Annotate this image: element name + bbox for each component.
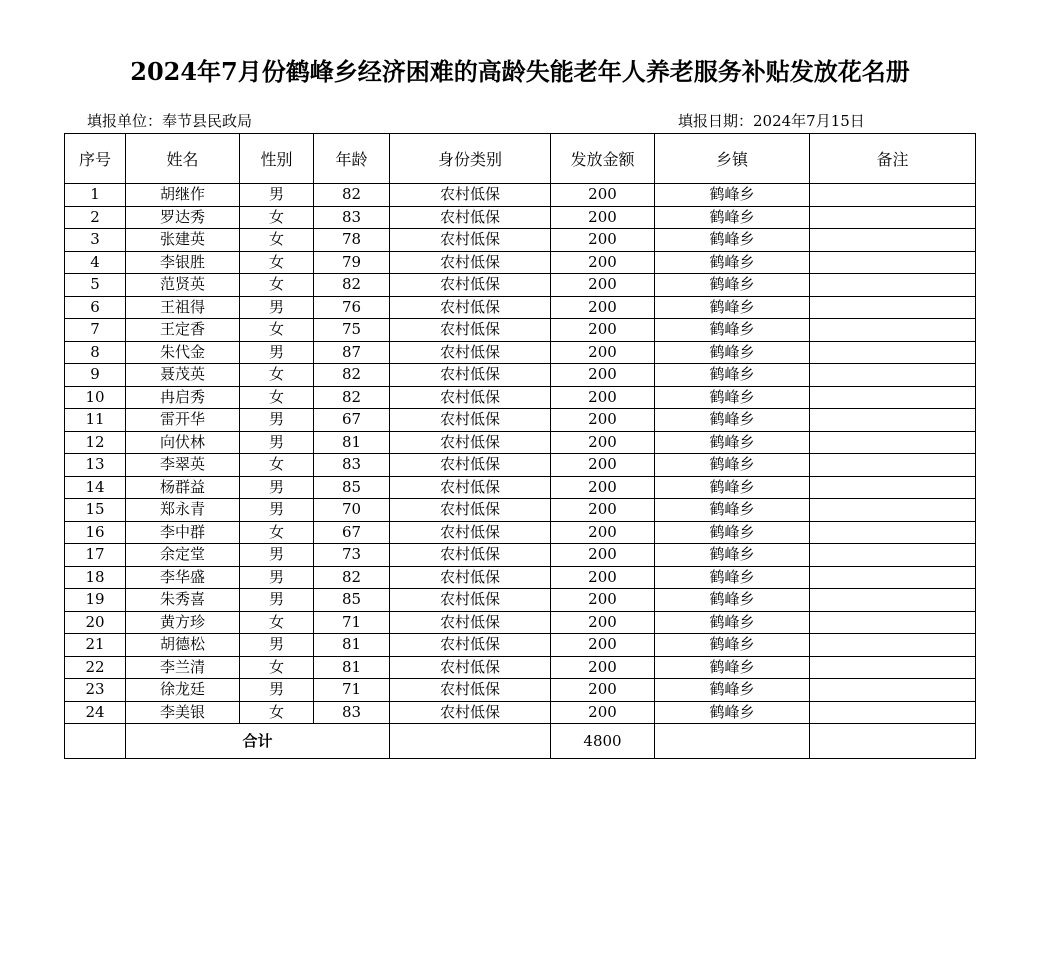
row-note — [810, 364, 976, 387]
row-no: 20 — [65, 611, 126, 634]
row-name: 朱秀喜 — [126, 589, 240, 612]
row-town: 鹤峰乡 — [655, 386, 810, 409]
row-amount: 200 — [551, 679, 655, 702]
row-category: 农村低保 — [390, 454, 551, 477]
row-town: 鹤峰乡 — [655, 476, 810, 499]
row-town: 鹤峰乡 — [655, 409, 810, 432]
row-sex: 女 — [240, 386, 314, 409]
row-town: 鹤峰乡 — [655, 634, 810, 657]
page-title: 2024年7月份鹤峰乡经济困难的高龄失能老年人养老服务补贴发放花名册 — [130, 57, 910, 86]
row-sex: 女 — [240, 521, 314, 544]
row-no: 21 — [65, 634, 126, 657]
row-amount: 200 — [551, 634, 655, 657]
row-town: 鹤峰乡 — [655, 431, 810, 454]
row-amount: 200 — [551, 319, 655, 342]
row-age: 83 — [314, 701, 390, 724]
header-amount: 发放金额 — [551, 134, 655, 184]
row-sex: 女 — [240, 454, 314, 477]
row-town: 鹤峰乡 — [655, 184, 810, 207]
table-row — [65, 206, 976, 229]
row-category: 农村低保 — [390, 521, 551, 544]
total-category-cell — [390, 724, 551, 759]
row-no: 10 — [65, 386, 126, 409]
row-name: 李中群 — [126, 521, 240, 544]
row-sex: 女 — [240, 656, 314, 679]
row-town: 鹤峰乡 — [655, 229, 810, 252]
row-amount: 200 — [551, 589, 655, 612]
row-note — [810, 656, 976, 679]
row-name: 雷开华 — [126, 409, 240, 432]
row-sex: 男 — [240, 296, 314, 319]
row-amount: 200 — [551, 701, 655, 724]
row-amount: 200 — [551, 454, 655, 477]
total-label: 合计 — [126, 724, 390, 759]
table-row — [65, 476, 976, 499]
row-category: 农村低保 — [390, 566, 551, 589]
row-age: 73 — [314, 544, 390, 567]
row-age: 67 — [314, 521, 390, 544]
row-age: 70 — [314, 499, 390, 522]
row-age: 82 — [314, 274, 390, 297]
row-no: 7 — [65, 319, 126, 342]
row-no: 12 — [65, 431, 126, 454]
row-no: 17 — [65, 544, 126, 567]
header-no: 序号 — [65, 134, 126, 184]
row-note — [810, 521, 976, 544]
row-town: 鹤峰乡 — [655, 341, 810, 364]
row-sex: 男 — [240, 499, 314, 522]
row-amount: 200 — [551, 206, 655, 229]
row-name: 李兰清 — [126, 656, 240, 679]
row-town: 鹤峰乡 — [655, 566, 810, 589]
row-category: 农村低保 — [390, 319, 551, 342]
table-row — [65, 589, 976, 612]
row-no: 14 — [65, 476, 126, 499]
row-note — [810, 476, 976, 499]
table-row — [65, 656, 976, 679]
row-no: 2 — [65, 206, 126, 229]
table-row — [65, 701, 976, 724]
row-no: 4 — [65, 251, 126, 274]
table-row — [65, 409, 976, 432]
row-amount: 200 — [551, 296, 655, 319]
reporting-date: 填报日期：2024年7月15日 — [678, 112, 865, 130]
row-amount: 200 — [551, 409, 655, 432]
row-no: 5 — [65, 274, 126, 297]
row-note — [810, 296, 976, 319]
row-age: 67 — [314, 409, 390, 432]
row-name: 王定香 — [126, 319, 240, 342]
row-age: 82 — [314, 386, 390, 409]
row-amount: 200 — [551, 341, 655, 364]
row-note — [810, 341, 976, 364]
total-town-cell — [655, 724, 810, 759]
reporting-unit: 填报单位：奉节县民政局 — [87, 112, 253, 130]
row-category: 农村低保 — [390, 476, 551, 499]
row-amount: 200 — [551, 229, 655, 252]
row-town: 鹤峰乡 — [655, 454, 810, 477]
row-note — [810, 251, 976, 274]
row-name: 朱代金 — [126, 341, 240, 364]
row-note — [810, 409, 976, 432]
row-category: 农村低保 — [390, 499, 551, 522]
row-town: 鹤峰乡 — [655, 589, 810, 612]
table-row — [65, 274, 976, 297]
row-name: 范贤英 — [126, 274, 240, 297]
row-name: 李翠英 — [126, 454, 240, 477]
row-note — [810, 274, 976, 297]
row-town: 鹤峰乡 — [655, 611, 810, 634]
table-row — [65, 341, 976, 364]
row-no: 23 — [65, 679, 126, 702]
row-category: 农村低保 — [390, 634, 551, 657]
row-age: 82 — [314, 184, 390, 207]
table-row — [65, 544, 976, 567]
row-town: 鹤峰乡 — [655, 364, 810, 387]
row-category: 农村低保 — [390, 341, 551, 364]
row-category: 农村低保 — [390, 544, 551, 567]
total-note-cell — [810, 724, 976, 759]
header-category: 身份类别 — [390, 134, 551, 184]
row-sex: 女 — [240, 229, 314, 252]
row-category: 农村低保 — [390, 431, 551, 454]
row-category: 农村低保 — [390, 229, 551, 252]
row-name: 李银胜 — [126, 251, 240, 274]
row-category: 农村低保 — [390, 386, 551, 409]
row-age: 76 — [314, 296, 390, 319]
row-amount: 200 — [551, 499, 655, 522]
row-age: 82 — [314, 566, 390, 589]
table-row — [65, 251, 976, 274]
row-name: 冉启秀 — [126, 386, 240, 409]
row-amount: 200 — [551, 386, 655, 409]
row-note — [810, 499, 976, 522]
row-name: 聂茂英 — [126, 364, 240, 387]
row-note — [810, 184, 976, 207]
row-no: 3 — [65, 229, 126, 252]
row-category: 农村低保 — [390, 679, 551, 702]
table-row — [65, 566, 976, 589]
row-age: 81 — [314, 656, 390, 679]
row-age: 78 — [314, 229, 390, 252]
row-no: 18 — [65, 566, 126, 589]
row-note — [810, 454, 976, 477]
row-name: 向伏林 — [126, 431, 240, 454]
table-row — [65, 634, 976, 657]
row-category: 农村低保 — [390, 656, 551, 679]
row-name: 郑永青 — [126, 499, 240, 522]
header-age: 年龄 — [314, 134, 390, 184]
row-age: 71 — [314, 679, 390, 702]
row-amount: 200 — [551, 544, 655, 567]
row-no: 13 — [65, 454, 126, 477]
row-sex: 男 — [240, 544, 314, 567]
row-note — [810, 634, 976, 657]
header-sex: 性别 — [240, 134, 314, 184]
table-row — [65, 319, 976, 342]
row-amount: 200 — [551, 364, 655, 387]
table-row — [65, 679, 976, 702]
row-sex: 男 — [240, 589, 314, 612]
row-note — [810, 319, 976, 342]
row-town: 鹤峰乡 — [655, 499, 810, 522]
table-row — [65, 184, 976, 207]
row-age: 87 — [314, 341, 390, 364]
row-category: 农村低保 — [390, 364, 551, 387]
row-no: 15 — [65, 499, 126, 522]
row-age: 82 — [314, 364, 390, 387]
row-amount: 200 — [551, 521, 655, 544]
row-sex: 女 — [240, 251, 314, 274]
row-note — [810, 544, 976, 567]
row-note — [810, 589, 976, 612]
row-note — [810, 229, 976, 252]
table-row — [65, 431, 976, 454]
row-category: 农村低保 — [390, 611, 551, 634]
row-age: 81 — [314, 431, 390, 454]
row-no: 19 — [65, 589, 126, 612]
row-age: 75 — [314, 319, 390, 342]
row-town: 鹤峰乡 — [655, 274, 810, 297]
row-no: 1 — [65, 184, 126, 207]
table-row — [65, 296, 976, 319]
row-sex: 男 — [240, 566, 314, 589]
row-amount: 200 — [551, 251, 655, 274]
row-amount: 200 — [551, 656, 655, 679]
row-name: 黄方珍 — [126, 611, 240, 634]
row-town: 鹤峰乡 — [655, 544, 810, 567]
row-amount: 200 — [551, 431, 655, 454]
row-category: 农村低保 — [390, 274, 551, 297]
row-sex: 男 — [240, 476, 314, 499]
table-row — [65, 229, 976, 252]
row-sex: 男 — [240, 184, 314, 207]
row-town: 鹤峰乡 — [655, 521, 810, 544]
row-amount: 200 — [551, 274, 655, 297]
row-category: 农村低保 — [390, 251, 551, 274]
total-amount: 4800 — [551, 724, 655, 759]
row-town: 鹤峰乡 — [655, 251, 810, 274]
total-blank-cell — [65, 724, 126, 759]
row-name: 胡德松 — [126, 634, 240, 657]
row-note — [810, 701, 976, 724]
row-sex: 女 — [240, 364, 314, 387]
row-sex: 男 — [240, 341, 314, 364]
row-town: 鹤峰乡 — [655, 206, 810, 229]
row-town: 鹤峰乡 — [655, 701, 810, 724]
row-age: 83 — [314, 454, 390, 477]
row-sex: 女 — [240, 611, 314, 634]
row-category: 农村低保 — [390, 701, 551, 724]
row-sex: 男 — [240, 409, 314, 432]
row-age: 85 — [314, 476, 390, 499]
table-header-row — [65, 134, 976, 184]
row-name: 王祖得 — [126, 296, 240, 319]
row-category: 农村低保 — [390, 206, 551, 229]
row-sex: 男 — [240, 679, 314, 702]
row-sex: 女 — [240, 206, 314, 229]
row-amount: 200 — [551, 184, 655, 207]
row-category: 农村低保 — [390, 296, 551, 319]
row-sex: 女 — [240, 274, 314, 297]
row-no: 24 — [65, 701, 126, 724]
row-town: 鹤峰乡 — [655, 319, 810, 342]
row-name: 徐龙廷 — [126, 679, 240, 702]
row-note — [810, 611, 976, 634]
row-no: 9 — [65, 364, 126, 387]
table-row — [65, 611, 976, 634]
row-category: 农村低保 — [390, 409, 551, 432]
row-no: 11 — [65, 409, 126, 432]
table-row — [65, 364, 976, 387]
row-name: 余定堂 — [126, 544, 240, 567]
row-name: 李美银 — [126, 701, 240, 724]
table-row — [65, 454, 976, 477]
row-sex: 女 — [240, 319, 314, 342]
total-row — [65, 724, 976, 759]
header-town: 乡镇 — [655, 134, 810, 184]
row-age: 81 — [314, 634, 390, 657]
row-no: 22 — [65, 656, 126, 679]
row-town: 鹤峰乡 — [655, 296, 810, 319]
row-note — [810, 386, 976, 409]
row-age: 85 — [314, 589, 390, 612]
row-name: 李华盛 — [126, 566, 240, 589]
row-name: 张建英 — [126, 229, 240, 252]
row-note — [810, 206, 976, 229]
row-age: 79 — [314, 251, 390, 274]
header-note: 备注 — [810, 134, 976, 184]
row-amount: 200 — [551, 611, 655, 634]
row-no: 8 — [65, 341, 126, 364]
row-age: 71 — [314, 611, 390, 634]
row-town: 鹤峰乡 — [655, 679, 810, 702]
row-note — [810, 679, 976, 702]
row-age: 83 — [314, 206, 390, 229]
row-sex: 男 — [240, 634, 314, 657]
row-name: 杨群益 — [126, 476, 240, 499]
row-amount: 200 — [551, 476, 655, 499]
row-name: 胡继作 — [126, 184, 240, 207]
row-category: 农村低保 — [390, 589, 551, 612]
row-town: 鹤峰乡 — [655, 656, 810, 679]
row-amount: 200 — [551, 566, 655, 589]
table-row — [65, 499, 976, 522]
row-note — [810, 566, 976, 589]
row-note — [810, 431, 976, 454]
subsidy-roster-table — [64, 133, 976, 759]
row-no: 6 — [65, 296, 126, 319]
row-category: 农村低保 — [390, 184, 551, 207]
header-name: 姓名 — [126, 134, 240, 184]
row-sex: 男 — [240, 431, 314, 454]
table-row — [65, 521, 976, 544]
table-row — [65, 386, 976, 409]
row-sex: 女 — [240, 701, 314, 724]
row-no: 16 — [65, 521, 126, 544]
row-name: 罗达秀 — [126, 206, 240, 229]
